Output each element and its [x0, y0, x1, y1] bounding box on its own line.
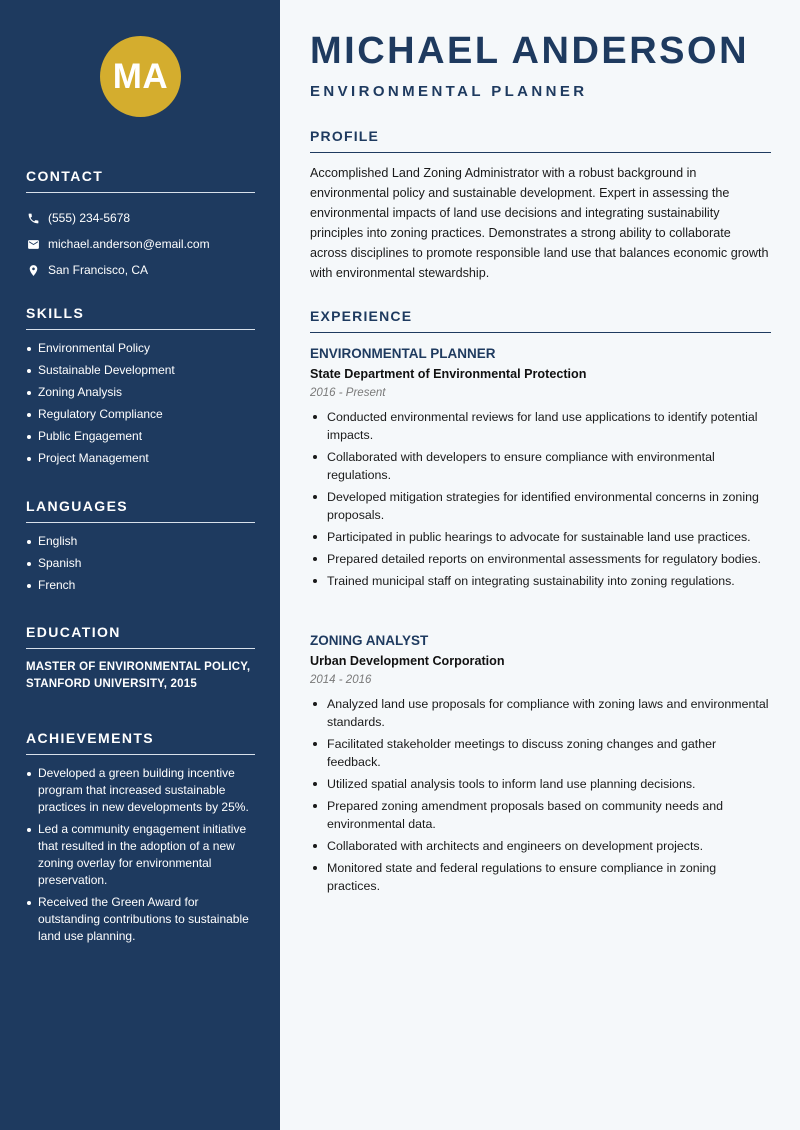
education-heading: EDUCATION: [26, 624, 255, 649]
job-entry: [310, 346, 771, 594]
language-item: French: [26, 577, 255, 594]
languages-section: [26, 498, 255, 599]
skill-item: Project Management: [26, 450, 255, 467]
job-bullets: [310, 408, 771, 590]
contact-heading: CONTACT: [26, 168, 255, 193]
job-bullets: [310, 695, 771, 895]
candidate-name: MICHAEL ANDERSON: [310, 30, 750, 72]
languages-heading: LANGUAGES: [26, 498, 255, 523]
phone-text: (555) 234-5678: [48, 211, 131, 225]
skill-item: Environmental Policy: [26, 340, 255, 357]
skill-item: Zoning Analysis: [26, 384, 255, 401]
job-bullet: Conducted environmental reviews for land use applications to identify potential impacts.: [310, 408, 771, 444]
job-bullet: Developed mitigation strategies for identified environmental concerns in zoning proposals.: [310, 488, 771, 524]
job-dates: 2016 - Present: [310, 387, 386, 399]
skills-list: [26, 340, 255, 467]
job-bullet: Prepared detailed reports on environmental assessments for regulatory bodies.: [310, 550, 771, 568]
profile-heading: PROFILE: [310, 128, 771, 153]
achievements-section: [26, 730, 255, 950]
achievement-item: Led a community engagement initiative that resulted in the adoption of a new zoning overlay for environmental preservation.: [26, 821, 255, 889]
job-bullet: Utilized spatial analysis tools to inform land use planning decisions.: [310, 775, 771, 793]
skills-heading: SKILLS: [26, 305, 255, 330]
job-title-subtitle: ENVIRONMENTAL PLANNER: [310, 83, 588, 100]
job-bullet: Monitored state and federal regulations to ensure compliance in zoning practices.: [310, 859, 771, 895]
job-bullet: Collaborated with developers to ensure compliance with environmental regulations.: [310, 448, 771, 484]
job-company: State Department of Environmental Protection: [310, 367, 587, 381]
achievements-heading: ACHIEVEMENTS: [26, 730, 255, 755]
job-bullet: Participated in public hearings to advocate for sustainable land use practices.: [310, 528, 771, 546]
contact-list: [26, 205, 255, 283]
contact-section: [26, 168, 255, 283]
skill-item: Public Engagement: [26, 428, 255, 445]
job-dates: 2014 - 2016: [310, 674, 372, 686]
job-bullet: Facilitated stakeholder meetings to discuss zoning changes and gather feedback.: [310, 735, 771, 771]
profile-section: [310, 128, 771, 283]
job-bullet: Trained municipal staff on integrating sustainability into zoning regulations.: [310, 572, 771, 590]
achievements-list: [26, 765, 255, 945]
contact-email[interactable]: [26, 231, 255, 257]
job-title: ENVIRONMENTAL PLANNER: [310, 346, 496, 361]
skills-section: [26, 305, 255, 472]
experience-section: [310, 308, 771, 333]
skill-item: Regulatory Compliance: [26, 406, 255, 423]
skill-item: Sustainable Development: [26, 362, 255, 379]
education-section: [26, 624, 255, 693]
phone-icon: [26, 211, 40, 225]
job-bullet: Collaborated with architects and engineers on development projects.: [310, 837, 771, 855]
email-text: michael.anderson@email.com: [48, 237, 210, 251]
sidebar: [0, 0, 280, 1130]
languages-list: [26, 533, 255, 594]
email-icon: [26, 237, 40, 251]
location-pin-icon: [26, 263, 40, 277]
avatar: [100, 36, 181, 117]
job-entry: [310, 633, 771, 899]
job-company: Urban Development Corporation: [310, 654, 505, 668]
education-degree: MASTER OF ENVIRONMENTAL POLICY, STANFORD UNIVERSITY, 2015: [26, 661, 251, 690]
job-bullet: Prepared zoning amendment proposals based on community needs and environmental data.: [310, 797, 771, 833]
job-bullet: Analyzed land use proposals for compliance with zoning laws and environmental standards.: [310, 695, 771, 731]
achievement-item: Received the Green Award for outstanding contributions to sustainable land use planning.: [26, 894, 255, 945]
profile-summary: Accomplished Land Zoning Administrator with a robust background in environmental policy and sustainable development. Expert in assessing the environmental impacts of land use decisions and integrating sustainability principles into zoning practices. Demonstrates a strong ability to collaborate across disciplines to promote responsible land use that balances economic growth with environmental stewardship.: [310, 166, 769, 280]
achievement-item: Developed a green building incentive program that increased sustainable practices in new developments by 25%.: [26, 765, 255, 816]
contact-location: [26, 257, 255, 283]
avatar-initials: MA: [112, 56, 169, 96]
language-item: Spanish: [26, 555, 255, 572]
experience-heading: EXPERIENCE: [310, 308, 771, 333]
contact-phone[interactable]: [26, 205, 255, 231]
job-title: ZONING ANALYST: [310, 633, 429, 648]
language-item: English: [26, 533, 255, 550]
location-text: San Francisco, CA: [48, 263, 149, 277]
